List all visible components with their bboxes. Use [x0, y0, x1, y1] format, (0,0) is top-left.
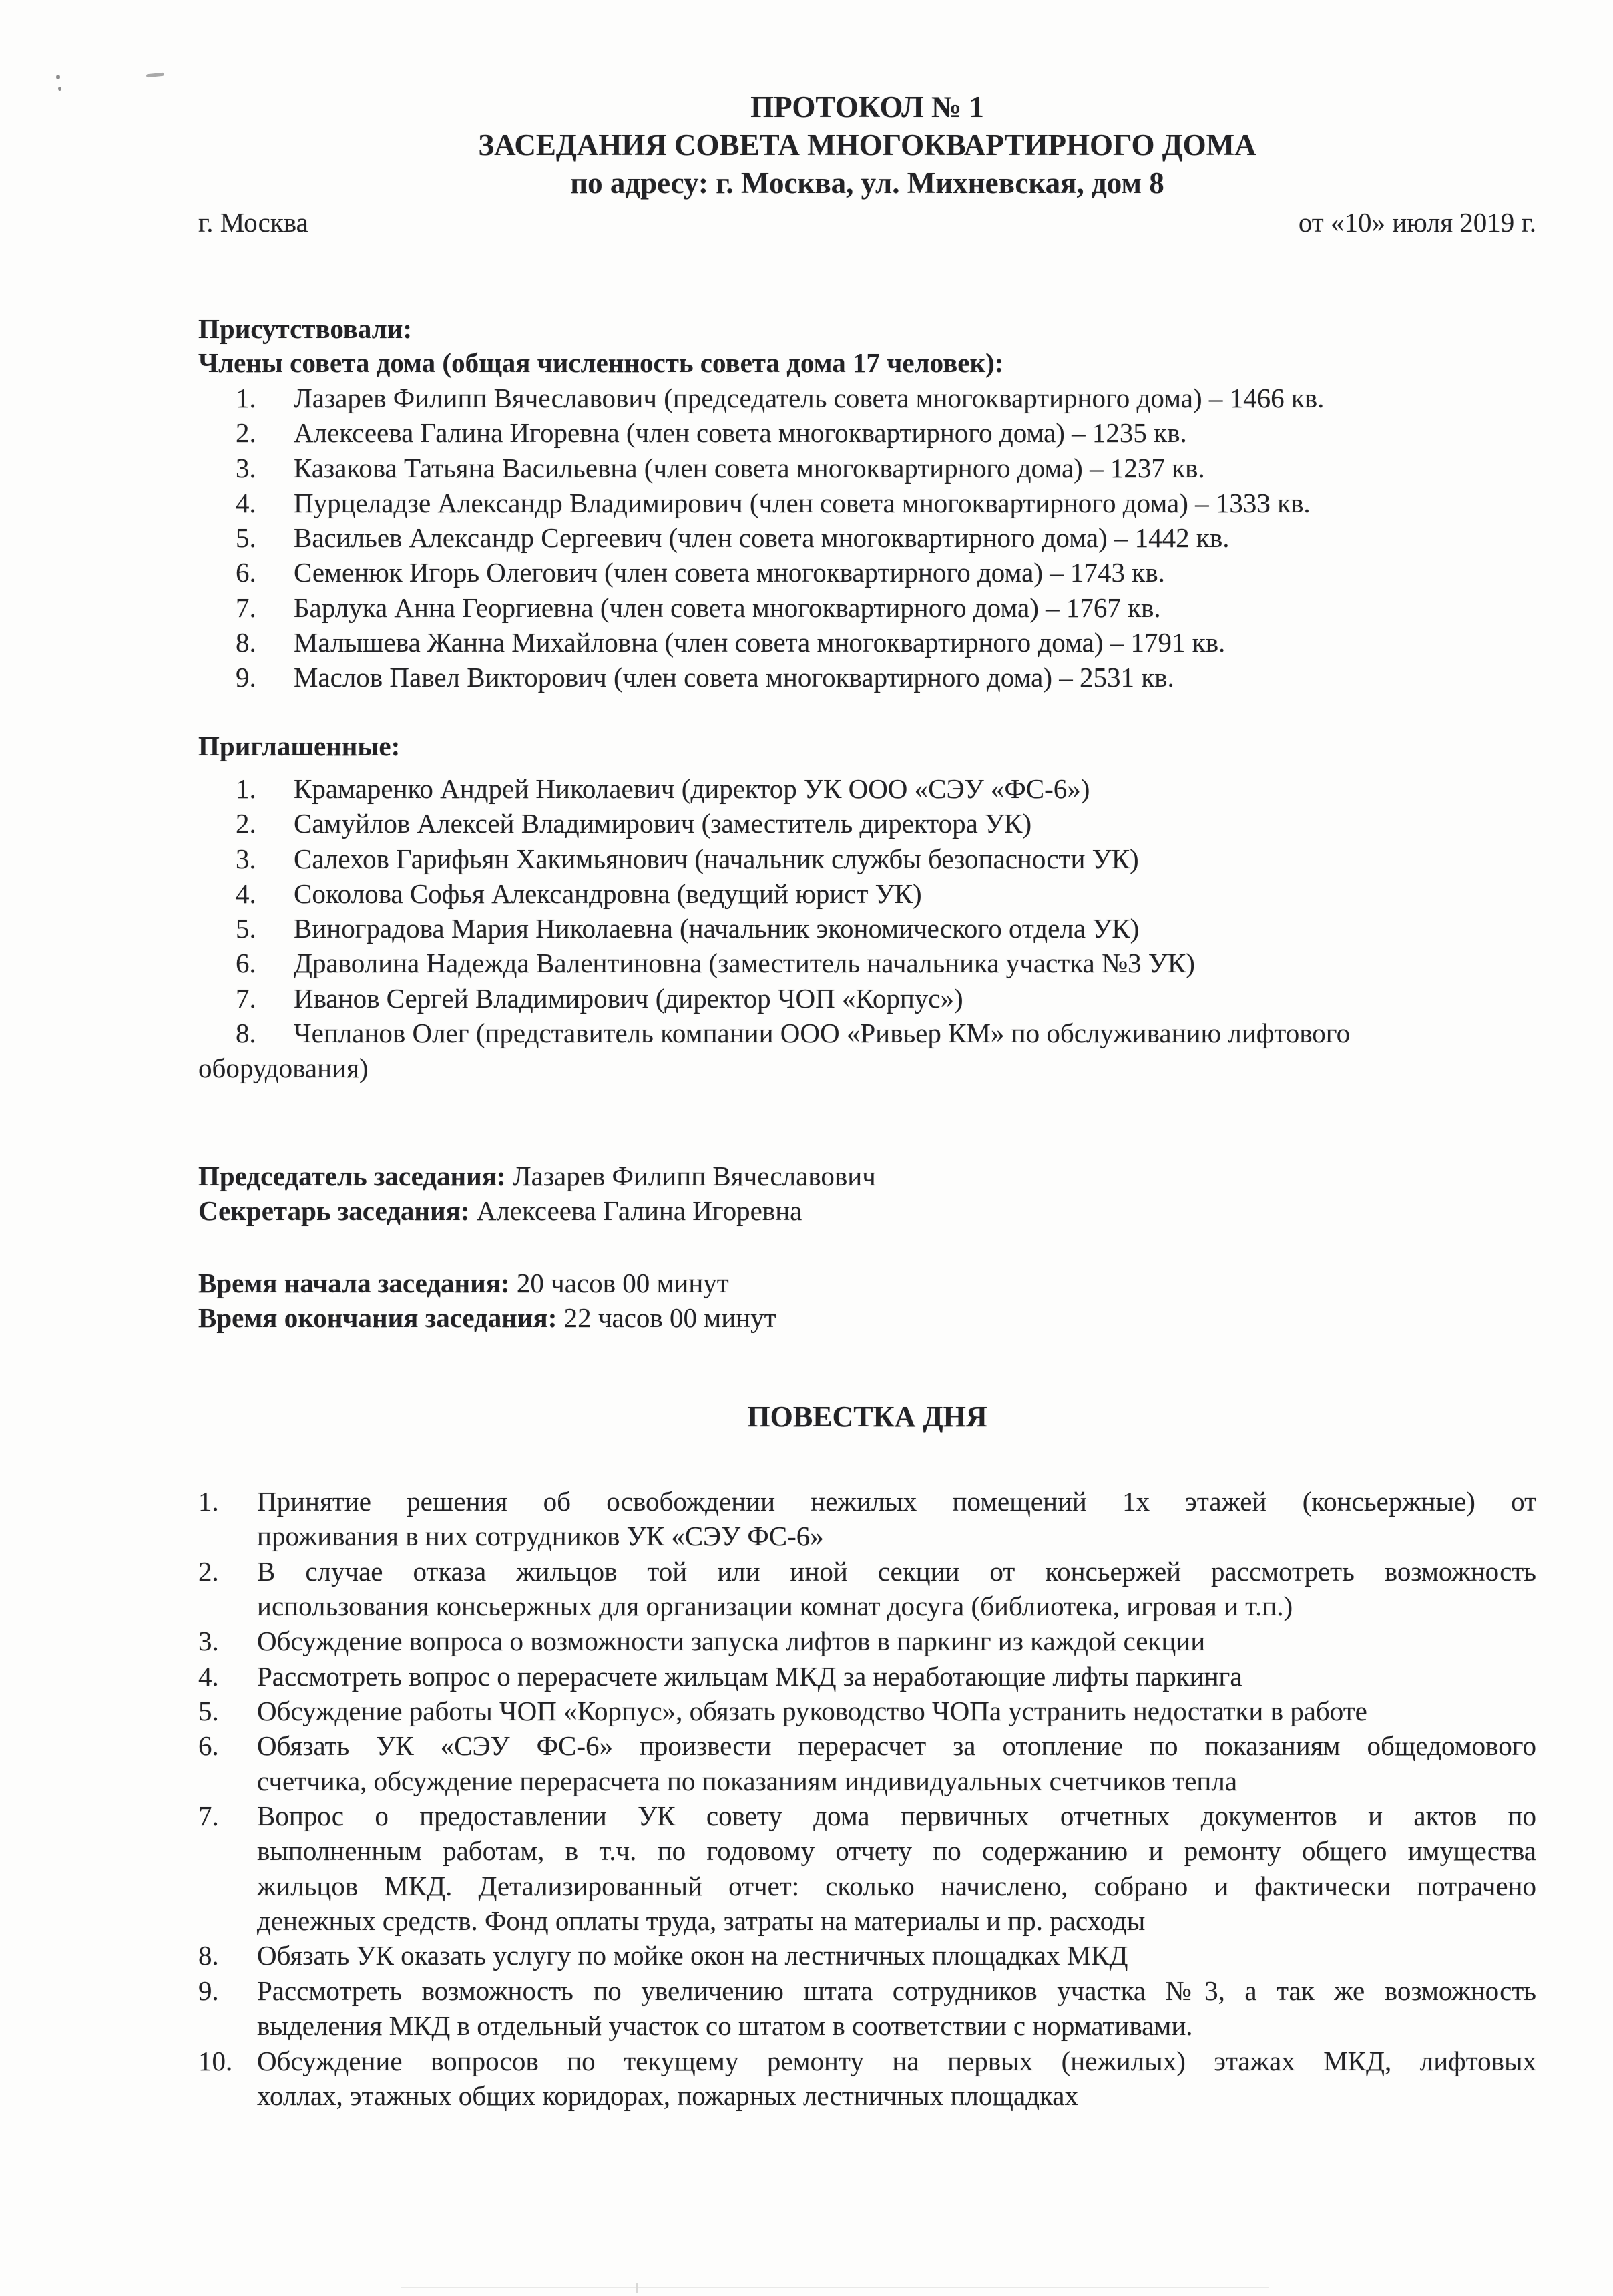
item-text: Рассмотреть вопрос о перерасчете жильцам МКД за неработающие лифты паркинга — [257, 1660, 1242, 1692]
item-number: 7. — [198, 1800, 219, 1832]
invited-item — [198, 876, 1536, 911]
item-text: Драволина Надежда Валентиновна (заместитель начальника участка №3 УК) — [294, 948, 1195, 979]
item-text: Обсуждение вопросов по текущему ремонту на первых (нежилых) этажах МКД, лифтовых — [257, 2045, 1536, 2076]
member-item-line — [198, 590, 1536, 625]
invited-item — [198, 841, 1536, 876]
agenda-item — [198, 1659, 1536, 1694]
member-item-line — [198, 451, 1536, 486]
member-item-line — [198, 625, 1536, 660]
agenda-item-line — [198, 1484, 1536, 1519]
item-text: Принятие решения об освобождении нежилых помещений 1х этажей (консьержные) от — [257, 1486, 1536, 1517]
invited-item-line — [198, 946, 1536, 980]
item-text: Малышева Жанна Михайловна (член совета многоквартирного дома) – 1791 кв. — [294, 627, 1226, 658]
item-text: Семенюк Игорь Олегович (член совета многоквартирного дома) – 1743 кв. — [294, 557, 1165, 588]
item-number: 3. — [236, 452, 256, 484]
invited-item — [198, 981, 1536, 1016]
end-time-label: Время окончания заседания: — [198, 1302, 557, 1334]
agenda-item-line: холлах, этажных общих коридорах, пожарных лестничных площадках — [257, 2080, 1078, 2111]
chairman-name: Лазарев Филипп Вячеславович — [512, 1161, 876, 1191]
agenda-item-line — [198, 1694, 1536, 1728]
item-text: Салехов Гарифьян Хакимьянович (начальник службы безопасности УК) — [294, 843, 1139, 874]
invited-item-line — [198, 911, 1536, 946]
member-item — [198, 555, 1536, 590]
agenda-heading: ПОВЕСТКА ДНЯ — [747, 1400, 987, 1433]
member-item — [198, 451, 1536, 486]
invited-item-line: оборудования) — [198, 1053, 369, 1084]
invited-list — [198, 771, 1536, 1086]
item-number: 7. — [236, 982, 256, 1014]
member-item — [198, 381, 1536, 415]
place-date-line — [198, 205, 1536, 240]
item-number: 6. — [236, 557, 256, 588]
item-text: Виноградова Мария Николаевна (начальник экономического отдела УК) — [294, 913, 1140, 944]
member-item — [198, 625, 1536, 660]
item-number: 9. — [236, 662, 256, 693]
item-number: 6. — [198, 1730, 219, 1762]
item-text: Обсуждение работы ЧОП «Корпус», обязать руководство ЧОПа устранить недостатки в работе — [257, 1696, 1367, 1727]
item-number: 1. — [236, 383, 256, 413]
document-header — [198, 88, 1536, 202]
member-item-line — [198, 415, 1536, 450]
member-item-line — [198, 555, 1536, 590]
item-number: 1. — [236, 773, 256, 804]
agenda-item — [198, 1938, 1536, 1973]
item-number: 8. — [198, 1940, 219, 1971]
member-item-line — [198, 660, 1536, 695]
item-text: Обязать УК «СЭУ ФС-6» произвести перерасчет за отопление по показаниям общедомового — [257, 1730, 1536, 1762]
member-item-line — [198, 520, 1536, 555]
member-item-line — [198, 486, 1536, 520]
invited-item-line — [198, 771, 1536, 806]
scan-artifact — [401, 2287, 1269, 2288]
invited-item — [198, 806, 1536, 841]
agenda-item-line: выделения МКД в отдельный участок со штатом в соответствии с нормативами. — [257, 2010, 1193, 2042]
agenda-item-line — [198, 1973, 1536, 2008]
times-block — [198, 1266, 1536, 1336]
agenda-item-line: проживания в них сотрудников УК «СЭУ ФС-6» — [257, 1521, 824, 1552]
member-item — [198, 486, 1536, 520]
agenda-list — [198, 1484, 1536, 2113]
item-number: 9. — [198, 1975, 219, 2006]
item-number: 5. — [236, 913, 256, 944]
item-text: Пурцеладзе Александр Владимирович (член совета многоквартирного дома) – 1333 кв. — [294, 487, 1311, 518]
item-text: Барлука Анна Георгиевна (член совета многоквартирного дома) – 1767 кв. — [294, 592, 1161, 623]
agenda-item-line: жильцов МКД. Детализированный отчет: сколько начислено, собрано и фактически потрачено — [257, 1870, 1536, 1901]
secretary-line — [198, 1193, 1536, 1228]
item-text: Соколова Софья Александровна (ведущий юрист УК) — [294, 878, 922, 909]
item-number: 5. — [236, 522, 256, 554]
invited-item — [198, 911, 1536, 946]
invited-item — [198, 1016, 1536, 1086]
item-number: 8. — [236, 627, 256, 658]
item-number: 4. — [198, 1660, 219, 1692]
scan-artifact — [56, 75, 60, 79]
item-text: Казакова Татьяна Васильевна (член совета многоквартирного дома) – 1237 кв. — [294, 452, 1205, 484]
officials-block — [198, 1159, 1536, 1229]
invited-item-line — [198, 1016, 1536, 1050]
invited-item-line — [198, 981, 1536, 1016]
scan-artifact — [636, 2283, 638, 2293]
item-number: 7. — [236, 592, 256, 623]
agenda-item-line — [198, 1554, 1536, 1589]
attendees-heading: Присутствовали: — [198, 313, 413, 344]
attendees-heading-block — [198, 312, 1536, 380]
item-text: Маслов Павел Викторович (член совета многоквартирного дома) – 2531 кв. — [294, 662, 1174, 693]
document-title: ПРОТОКОЛ № 1 — [750, 90, 984, 124]
item-number: 2. — [198, 1555, 219, 1587]
item-text: Крамаренко Андрей Николаевич (директор УК ООО «СЭУ «ФС-6») — [294, 773, 1090, 804]
members-list — [198, 381, 1536, 695]
item-number: 5. — [198, 1696, 219, 1727]
item-number: 3. — [236, 843, 256, 874]
item-number: 8. — [236, 1018, 256, 1049]
item-text: Алексеева Галина Игоревна (член совета многоквартирного дома) – 1235 кв. — [294, 417, 1187, 449]
scan-artifact — [146, 73, 164, 78]
item-text: Лазарев Филипп Вячеславович (председатель совета многоквартирного дома) – 1466 кв. — [294, 383, 1325, 413]
chairman-line — [198, 1159, 1536, 1193]
item-number: 3. — [198, 1625, 219, 1657]
member-item — [198, 590, 1536, 625]
agenda-item — [198, 1554, 1536, 1624]
invited-heading: Приглашенные: — [198, 731, 401, 761]
item-text: Иванов Сергей Владимирович (директор ЧОП «Корпус») — [294, 982, 963, 1014]
invited-item-line — [198, 876, 1536, 911]
agenda-item-line: счетчика, обсуждение перерасчета по показаниям индивидуальных счетчиков тепла — [257, 1765, 1238, 1796]
document-date: от «10» июля 2019 г. — [1298, 207, 1536, 238]
start-time-label: Время начала заседания: — [198, 1268, 510, 1298]
item-number: 4. — [236, 878, 256, 909]
agenda-item-line — [198, 1938, 1536, 1973]
agenda-item-line: денежных средств. Фонд оплаты труда, затраты на материалы и пр. расходы — [257, 1905, 1146, 1937]
agenda-item — [198, 1973, 1536, 2044]
member-item — [198, 520, 1536, 555]
agenda-item-line — [198, 2044, 1536, 2078]
member-item — [198, 660, 1536, 695]
agenda-item-line — [198, 1659, 1536, 1694]
agenda-item — [198, 1798, 1536, 1938]
document-subtitle: ЗАСЕДАНИЯ СОВЕТА МНОГОКВАРТИРНОГО ДОМА — [478, 128, 1256, 162]
item-text: В случае отказа жильцов той или иной секции от консьержей рассмотреть возможность — [257, 1555, 1536, 1587]
invited-item — [198, 946, 1536, 980]
item-number: 6. — [236, 948, 256, 979]
agenda-item — [198, 1728, 1536, 1798]
members-heading: Члены совета дома (общая численность совета дома 17 человек): — [198, 347, 1004, 378]
end-time-line — [198, 1300, 1536, 1335]
secretary-name: Алексеева Галина Игоревна — [476, 1195, 802, 1227]
agenda-item — [198, 1484, 1536, 1554]
item-text: Васильев Александр Сергеевич (член совета многоквартирного дома) – 1442 кв. — [294, 522, 1230, 554]
member-item-line — [198, 381, 1536, 415]
item-number: 2. — [236, 417, 256, 449]
agenda-item-line: выполненным работам, в т.ч. по годовому отчету по содержанию и ремонту общего имущества — [257, 1835, 1536, 1867]
agenda-item-line — [198, 1798, 1536, 1833]
secretary-label: Секретарь заседания: — [198, 1195, 470, 1227]
item-text: Чепланов Олег (представитель компании ООО «Ривьер КМ» по обслуживанию лифтового — [294, 1018, 1351, 1049]
start-time-value: 20 часов 00 минут — [516, 1268, 729, 1298]
item-number: 2. — [236, 808, 256, 839]
agenda-item-line: использования консьержных для организации комнат досуга (библиотека, игровая и т.п.) — [257, 1591, 1293, 1622]
item-text: Самуйлов Алексей Владимирович (заместитель директора УК) — [294, 808, 1032, 839]
scan-artifact — [58, 87, 61, 91]
item-text: Вопрос о предоставлении УК совету дома первичных отчетных документов и актов по — [257, 1800, 1536, 1832]
invited-item-line — [198, 841, 1536, 876]
agenda-item — [198, 1623, 1536, 1658]
member-item — [198, 415, 1536, 450]
chairman-label: Председатель заседания: — [198, 1161, 506, 1191]
start-time-line — [198, 1266, 1536, 1300]
invited-item — [198, 771, 1536, 806]
item-number: 1. — [198, 1486, 219, 1517]
document-address: по адресу: г. Москва, ул. Михневская, дом 8 — [570, 166, 1164, 200]
document-place: г. Москва — [198, 207, 308, 238]
item-text: Обязать УК оказать услугу по мойке окон на лестничных площадках МКД — [257, 1940, 1128, 1971]
agenda-item-line — [198, 1728, 1536, 1763]
item-number: 4. — [236, 487, 256, 518]
agenda-item — [198, 1694, 1536, 1728]
agenda-item — [198, 2044, 1536, 2114]
item-text: Обсуждение вопроса о возможности запуска лифтов в паркинг из каждой секции — [257, 1625, 1206, 1657]
invited-item-line — [198, 806, 1536, 841]
item-text: Рассмотреть возможность по увеличению штата сотрудников участка №3, а так же возможность — [257, 1975, 1536, 2006]
end-time-value: 22 часов 00 минут — [563, 1302, 776, 1334]
item-number: 10. — [198, 2045, 233, 2076]
agenda-item-line — [198, 1623, 1536, 1658]
